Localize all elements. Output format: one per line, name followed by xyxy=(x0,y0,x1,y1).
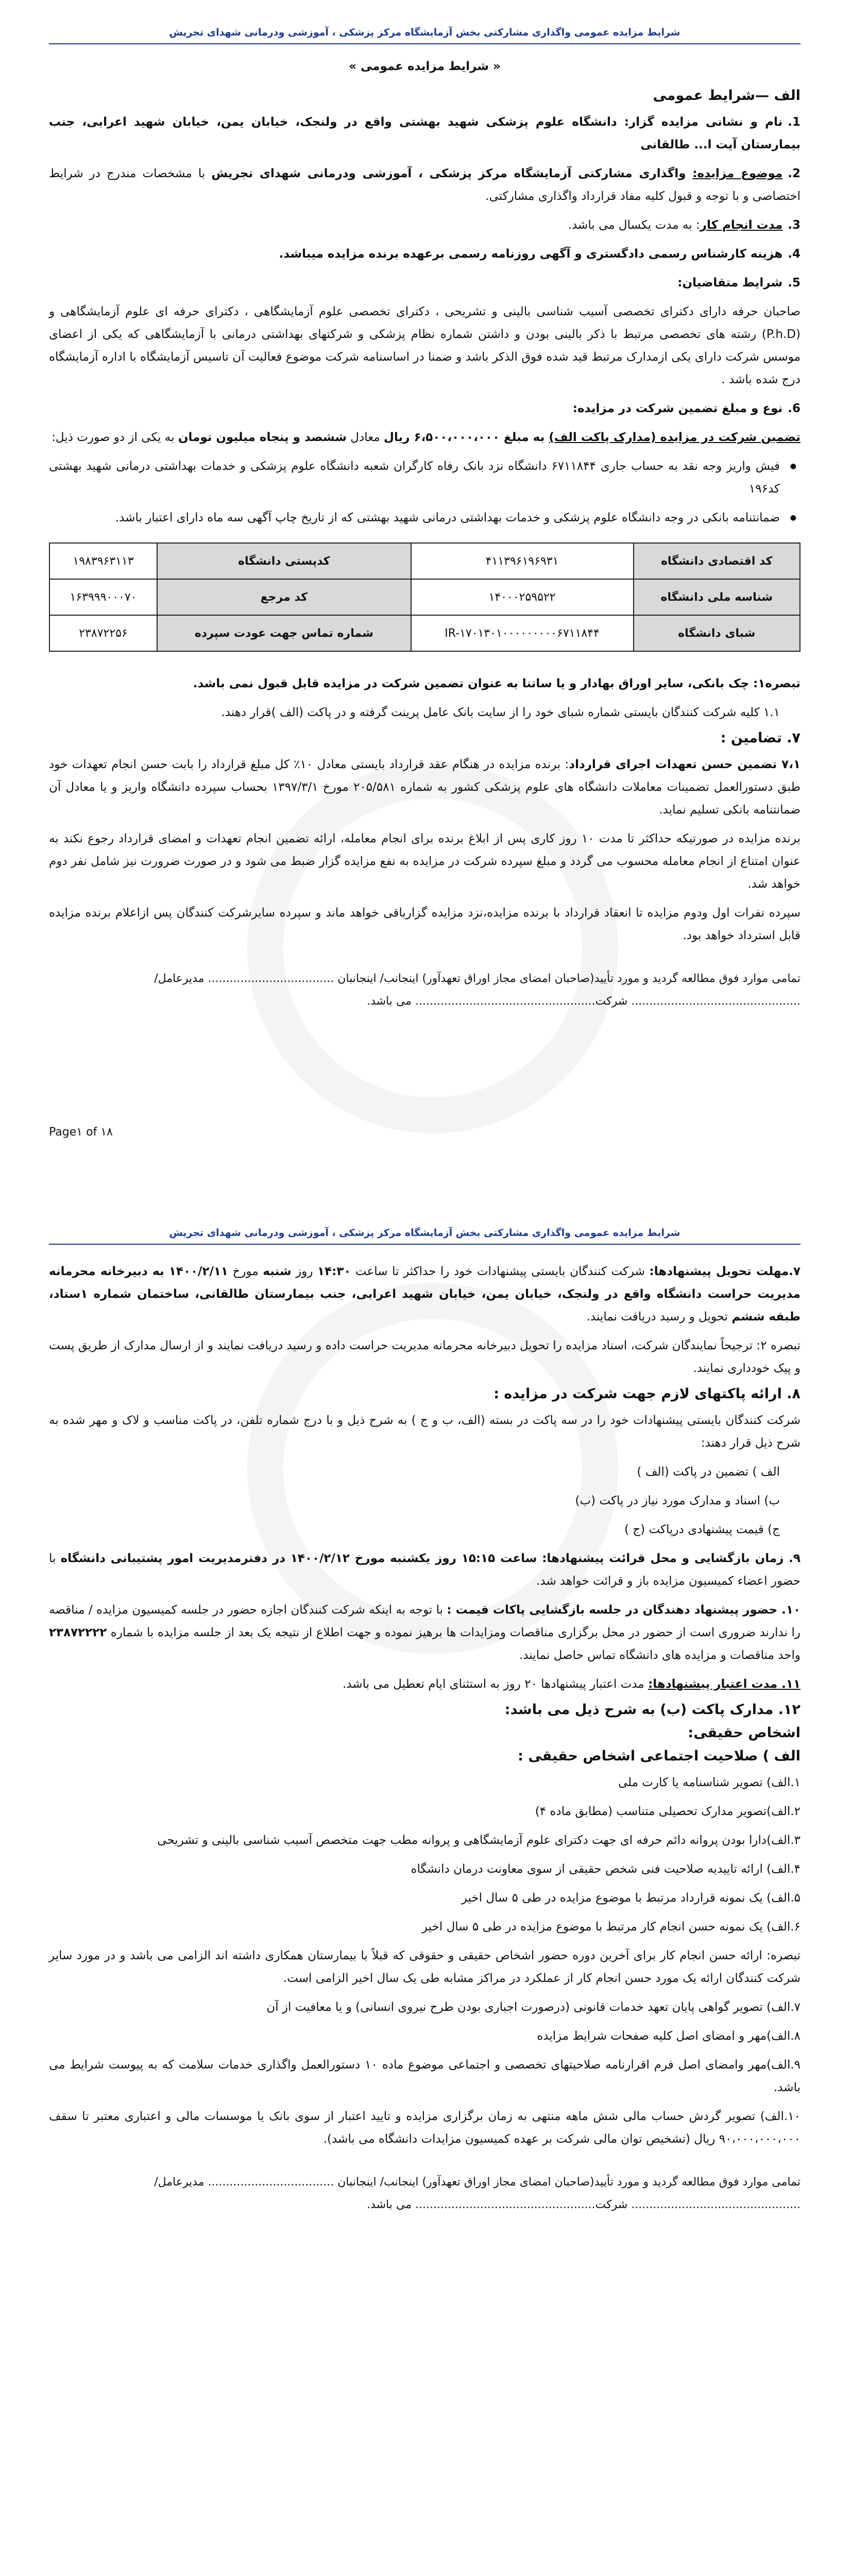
table-value: IR-۱۷۰۱۳۰۱۰۰۰۰۰۰۰۰۰۶۷۱۱۸۴۴ xyxy=(411,615,634,651)
table-row xyxy=(49,543,800,579)
document-list xyxy=(49,1771,800,2150)
item-6: 6.نوع و مبلغ تضمین شرکت در مزایده: xyxy=(572,402,800,415)
list-item: ۴.الف) ارائه تاییدیه صلاحیت فنی شخص حقیقی از سوی معاونت درمان دانشگاه xyxy=(411,1862,800,1876)
table-value: ۲۳۸۷۲۲۵۶ xyxy=(49,615,157,651)
list-item: ۳.الف)دارا بودن پروانه دائم حرفه ای جهت دکترای علوم آزمایشگاهی و پروانه مطب جهت متخصص آسیب شناسی بالینی و تشریحی xyxy=(157,1834,800,1847)
note-1-1: ۱.۱ کلیه شرکت کنندگان بایستی شماره شبای خود را از سایت بانک عامل پرینت گرفته و در پاکت (الف )قرار دهند. xyxy=(221,706,780,719)
table-label: کد مرجع xyxy=(157,579,411,615)
section-7-heading: ۷. تضامین : xyxy=(720,730,800,746)
list-item: ۲.الف)تصویر مدارک تحصیلی متناسب (مطابق ماده ۴) xyxy=(535,1805,800,1818)
table-label: کد اقتصادی دانشگاه xyxy=(634,543,800,579)
item-6-body: تضمین شرکت در مزایده (مدارک پاکت الف) به مبلغ ۶،۵۰۰،۰۰۰،۰۰۰ ریال معادل ششصد و پنجاه میلیون تومان به یکی از دو صورت ذیل: xyxy=(52,431,800,444)
table-value: ۱۹۸۳۹۶۳۱۱۳ xyxy=(49,543,157,579)
natural-persons-heading: اشخاص حقیقی: xyxy=(688,1725,800,1741)
bullet-bank-guarantee: ● ضمانتنامه بانکی در وجه دانشگاه علوم پزشکی و خدمات بهداشتی درمانی شهید بهشتی که از تاریخ چاپ آگهی سه ماه دارای اعتبار باشد. xyxy=(49,506,800,529)
table-row xyxy=(49,579,800,615)
section-a-heading: الف —شرایط عمومی xyxy=(653,88,800,104)
item-3: 3.مدت انجام کار: به مدت یکسال می باشد. xyxy=(568,218,800,232)
list-item: ۵.الف) یک نمونه قرارداد مرتبط با موضوع مزایده در طی ۵ سال اخیر xyxy=(461,1891,800,1905)
item-1: 1.نام و نشانی مزایده گزار: دانشگاه علوم پزشکی شهید بهشتی واقع در ولنجک، خیابان یمن، خیابان شهید اعرابی، جنب بیمارستان آیت ا... طالقانی xyxy=(49,115,800,151)
university-info-table xyxy=(49,543,800,652)
section-8-body: شرکت کنندگان بایستی پیشنهادات خود را در سه پاکت در بسته (الف، ب و ج ) به شرح ذیل و با درج شماره تلفن، در پاکت مناسب و لاک و مهر شده به شرح ذیل قرار دهند: xyxy=(49,1414,800,1450)
page-1 xyxy=(0,0,852,1200)
section-9: ۹. زمان بازگشایی و محل قرائت پیشنهادها: ساعت ۱۵:۱۵ روز یکشنبه مورخ ۱۴۰۰/۲/۱۲ در دفترمدیریت امور پشتیبانی دانشگاه با حضور اعضاء کمیسیون مزایده باز و قرائت خواهد شد. xyxy=(49,1552,800,1588)
table-label: کدپستی دانشگاه xyxy=(157,543,411,579)
page-header: شرایط مزایده عمومی واگذاری مشارکتی بخش آزمایشگاه مرکز پزشکی ، آموزشی ودرمانی شهدای تجریش xyxy=(49,0,800,44)
table-value: ۱۴۰۰۰۲۵۹۵۲۲ xyxy=(411,579,634,615)
list-item: ۱۰.الف) تصویر گردش حساب مالی شش ماهه منتهی به زمان برگزاری مزایده و تایید اعتبار از سوی بانک یا موسسات مالی و اعتباری معتبر تا سقف ۹۰،۰۰۰،۰۰۰،۰۰۰ ریال (تشخیص توان مالی شرکت بر عهده کمیسیون مزایدات دانشگاه می باشد). xyxy=(49,2110,800,2146)
table-value: ۴۱۱۳۹۶۱۹۶۹۳۱ xyxy=(411,543,634,579)
item-2: 2.موضوع مزایده: واگذاری مشارکتی آزمایشگاه مرکز پزشکی ، آموزشی ودرمانی شهدای تجریش با مشخصات مندرج در شرایط اختصاصی و با توجه و قبول کلیه مفاد قرارداد واگذاری مشارکتی. xyxy=(49,167,801,203)
section-8-heading: ۸. ارائه پاکتهای لازم جهت شرکت در مزایده : xyxy=(493,1386,800,1402)
section-7-1-p3: سپرده نفرات اول ودوم مزایده تا انعقاد قرارداد با برنده مزایده،نزد مزایده گزارباقی خواهد ماند و سپرده سایرشرکت کنندگان پس ازاعلام برنده مزایده قابل استرداد خواهد بود. xyxy=(49,906,800,942)
document-title: « شرایط مزایده عمومی » xyxy=(349,60,501,73)
list-item: ۶.الف) یک نمونه حسن انجام کار مرتبط با موضوع مزایده در طی ۵ سال اخیر xyxy=(422,1920,800,1934)
section-11: ۱۱. مدت اعتبار پیشنهادها: مدت اعتبار پیشنهادها ۲۰ روز به استثنای ایام تعطیل می باشد. xyxy=(343,1677,800,1691)
item-5-body: صاحبان حرفه دارای دکترای تخصصی آسیب شناسی بالینی و تشریحی ، دکترای تخصصی علوم آزمایشگاهی ، دکترای حرفه ای علوم آزمایشگاهی و (P.h.D) رشته های تخصصی مرتبط با ذکر بالینی بودن و داشتن شماره نظام پزشکی و شرکتهای بهداشتی درمانی با آزمایشگاهی که یکی از اعضای موسس شرکت دارای یکی ازمدارک مرتبط قید شده فوق الذکر باشد و ضمنا در اساسنامه شرکت موضوع فعالیت آن تاسیس آزمایشگاه با اداره آزمایشگاه درج شده باشد . xyxy=(49,305,800,386)
table-row xyxy=(49,615,800,651)
envelope-b: ب) اسناد و مدارک مورد نیاز در پاکت (ب) xyxy=(575,1494,780,1507)
list-item: تبصره: ارائه حسن انجام کار برای آخرین دوره حضور اشخاص حقیقی و حقوقی که قبلاً با بیمارستان همکاری داشته اند الزامی می باشد و در مورد سایر شرکت کنندگان ارائه یک مورد حسن انجام کار از عملکرد در مراکز مشابه طی یک سال اخیر الزامی است. xyxy=(49,1949,800,1985)
signature-statement: تمامی موارد فوق مطالعه گردید و مورد تأیید(صاحبان امضای مجاز اوراق تعهدآور) اینجانب/ اینجانبان ................................... مدیرعامل/ ............................................... شرکت.................................................. می باشد. xyxy=(154,2176,800,2211)
list-item: ۱.الف) تصویر شناسنامه یا کارت ملی xyxy=(618,1776,800,1789)
envelope-c: ج) قیمت پیشنهادی درپاکت (ج ) xyxy=(624,1523,780,1536)
page-2 xyxy=(0,1200,852,2410)
list-item: ۷.الف) تصویر گواهی پایان تعهد خدمات قانونی (درصورت اجباری بودن طرح نیروی انسانی) و یا معافیت از آن xyxy=(266,2001,800,2014)
table-label: شناسه ملی دانشگاه xyxy=(634,579,800,615)
item-5: 5.شرایط متقاضیان: xyxy=(677,276,800,290)
note-1: تبصره۱: چک بانکی، سایر اوراق بهادار و یا ساتنا به عنوان تضمین شرکت در مزایده قابل قبول نمی باشد. xyxy=(193,677,800,690)
section-7-1-p2: برنده مزایده در صورتیکه حداکثر تا مدت ۱۰ روز کاری پس از ابلاغ برنده برای انجام معامله، ارائه تضمین انجام تعهدات و امضای قرارداد رجوع نکند به عنوان امتناع از انجام معامله محسوب می گردد و مبلغ سپرده شرکت در مزایده به نفع مزایده گزار ضبط می شود و در صورت ضرورت نیز شامل نفر دوم خواهد شد. xyxy=(49,832,800,891)
list-item: ۹.الف)مهر وامضای اصل فرم اقرارنامه صلاحیتهای تخصصی و اجتماعی موضوع ماده ۱۰ دستورالعمل واگذاری خدمات سلامت که به پیوست شرایط می باشد. xyxy=(49,2058,801,2094)
table-label: شماره تماس جهت عودت سپرده xyxy=(157,615,411,651)
section-7b: ۷.مهلت تحویل پیشنهادها: شرکت کنندگان بایستی پیشنهادات خود را حداکثر تا ساعت ۱۴:۳۰ روز شنبه مورخ ۱۴۰۰/۲/۱۱ به دبیرخانه محرمانه مدیریت حراست دانشگاه واقع در ولنجک، خیابان یمن، خیابان شهید اعرابی، جنب بیمارستان طالقانی، ساختمان شماره ۱ستاد، طبقه ششم تحویل و رسید دریافت نمایند. xyxy=(49,1265,800,1324)
page-header: شرایط مزایده عمومی واگذاری مشارکتی بخش آزمایشگاه مرکز پزشکی ، آموزشی ودرمانی شهدای تجریش xyxy=(49,1200,800,1245)
section-7-1: ۷،۱ تضمین حسن تعهدات اجرای قرارداد: برنده مزایده در هنگام عقد قرارداد بایستی معادل ۱۰٪ کل مبلغ قرارداد را بابت حسن انجام تعهدات خود طبق دستورالعمل تضمینات معاملات دانشگاه های علوم پزشکی کشور به شماره ۲۰۵/۵۸۱ مورخ ۱۳۹۷/۳/۱ بحساب سپرده دانشگاه واریز و یا معادل آن ضمانتنامه بانکی تسلیم نماید. xyxy=(49,758,801,817)
section-10: ۱۰. حضور پیشنهاد دهندگان در جلسه بازگشایی پاکات قیمت : با توجه به اینکه شرکت کنندگان اجازه حضور در جلسه کمیسیون مزایده / مناقصه را ندارند ضروری است از حضور در محل برگزاری مناقصات ومزایدات ها برهیز نموده و جهت اطلاع از نتیجه یک بعد از جلسه مزایده با شماره ۲۳۸۷۲۲۲۲ واحد مناقصات و مزایده های دانشگاه تماس حاصل نمایند. xyxy=(49,1603,801,1662)
envelope-a: الف ) تضمین در پاکت (الف ) xyxy=(637,1465,780,1479)
page-number: Page۱ of ۱۸ xyxy=(49,1126,113,1139)
section-12-heading: ۱۲. مدارک پاکت (ب) به شرح ذیل می باشد: xyxy=(504,1702,800,1718)
bullet-cash-deposit: ● فیش واریز وجه نقد به حساب جاری ۶۷۱۱۸۴۴ دانشگاه نزد بانک رفاه کارگران شعبه دانشگاه علوم پزشکی و خدمات بهداشتی درمانی شهید بهشتی کد۱۹۶ xyxy=(49,455,800,500)
signature-statement: تمامی موارد فوق مطالعه گردید و مورد تأیید(صاحبان امضای مجاز اوراق تعهدآور) اینجانب/ اینجانبان ................................... مدیرعامل/ ............................................... شرکت.................................................. می باشد. xyxy=(154,972,800,1008)
item-4: 4.هزینه کارشناس رسمی دادگستری و آگهی روزنامه رسمی برعهده برنده مزایده میباشد. xyxy=(279,247,800,261)
note-2: تبصره ۲: ترجیحاً نمایندگان شرکت، اسناد مزایده را تحویل دبیرخانه محرمانه مدیریت حراست داده و رسید دریافت نمایند و از ارسال مدارک از طریق پست و پیک خودداری نمایند. xyxy=(49,1339,800,1375)
table-label: شبای دانشگاه xyxy=(634,615,800,651)
list-item: ۸.الف)مهر و امضای اصل کلیه صفحات شرایط مزایده xyxy=(537,2029,800,2043)
table-value: ۱۶۳۹۹۹۰۰۰۷۰ xyxy=(49,579,157,615)
subsection-a-heading: الف ) صلاحیت اجتماعی اشخاص حقیقی : xyxy=(518,1748,800,1764)
